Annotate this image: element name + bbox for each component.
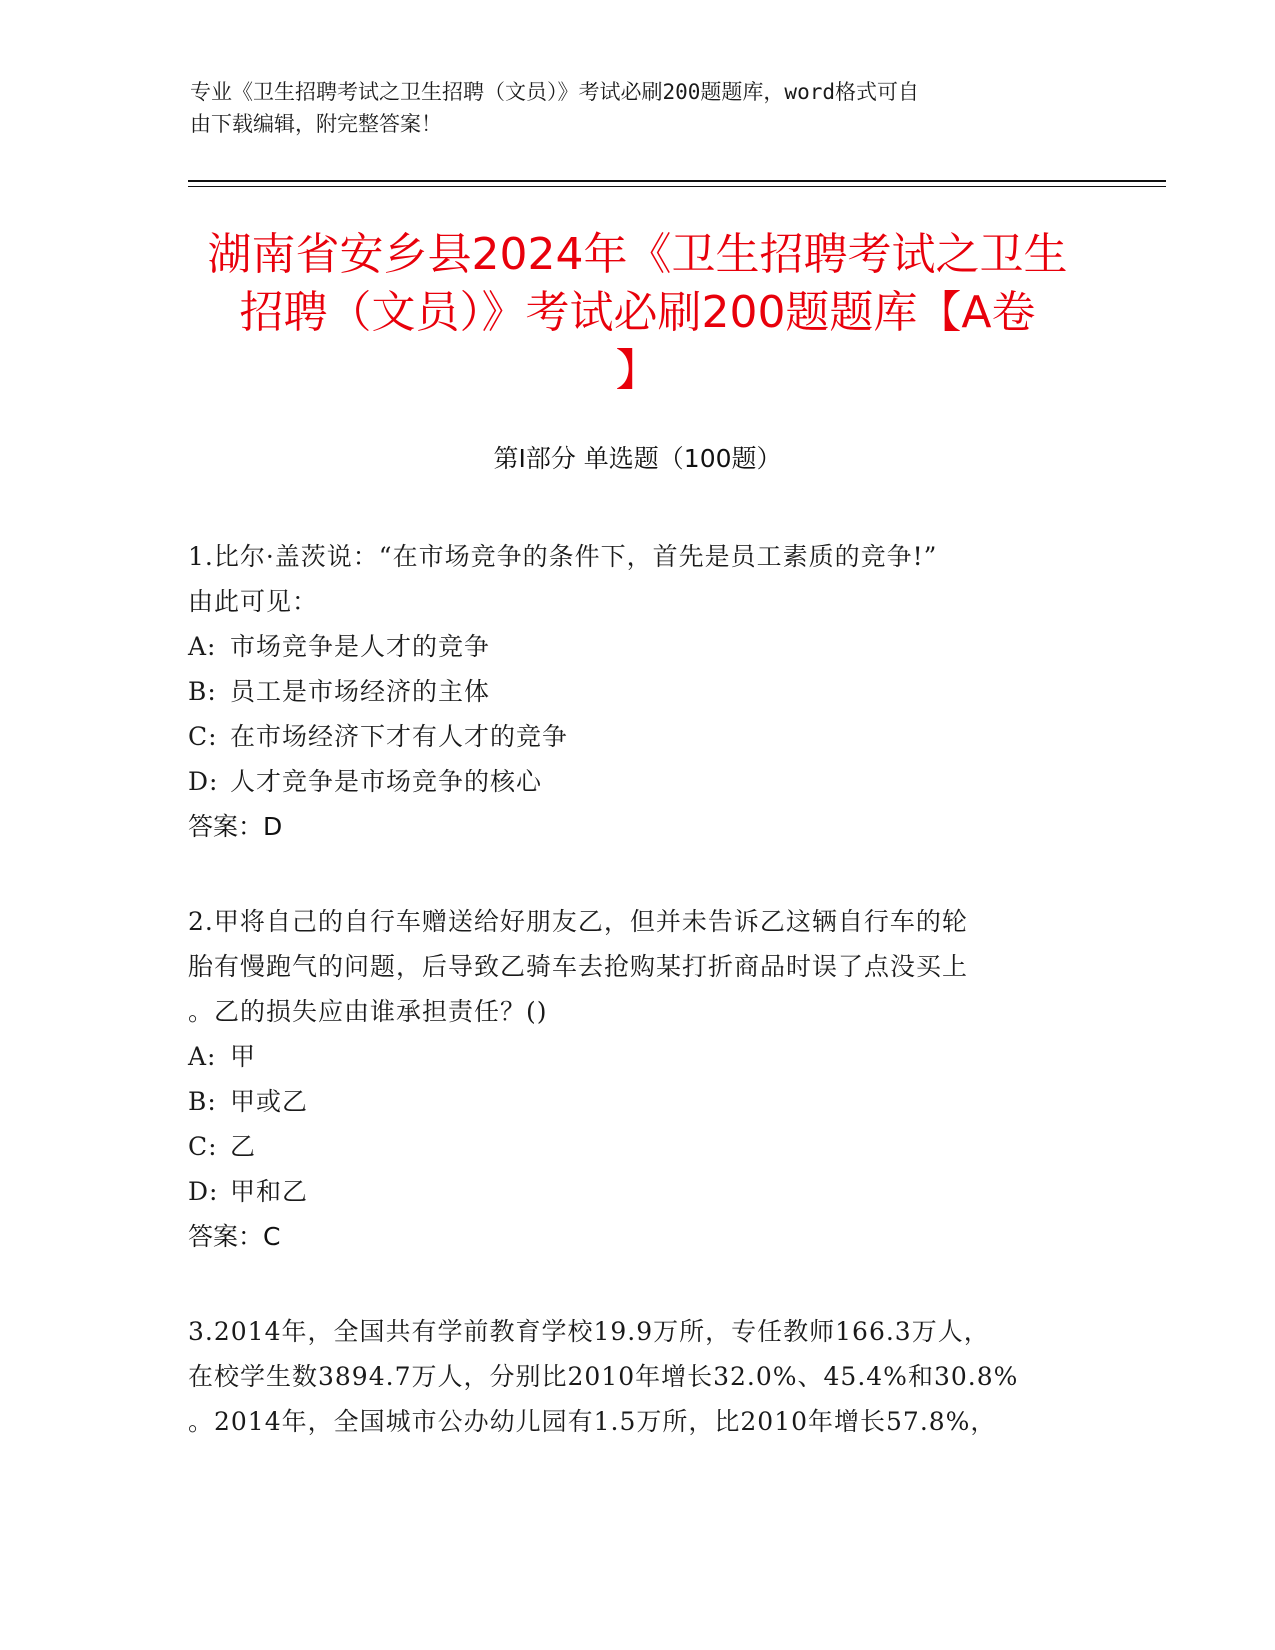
question-stem-line: 由此可见： <box>188 587 319 616</box>
question-stem-line: 。2014年，全国城市公办幼儿园有1.5万所，比2010年增长57.8%， <box>188 1407 997 1436</box>
header-note-line: 由下载编辑，附完整答案！ <box>190 112 442 136</box>
question-stem-line: 1.比尔·盖茨说：“在市场竞争的条件下，首先是员工素质的竞争!” <box>188 542 938 571</box>
header-divider-thin <box>188 186 1166 187</box>
option-c <box>188 1124 1088 1169</box>
question-list <box>188 534 1088 1494</box>
option-b <box>188 669 1088 714</box>
option-d <box>188 1169 1088 1214</box>
option-d <box>188 759 1088 804</box>
option-letter: C: <box>188 1132 218 1161</box>
option-letter: C: <box>188 722 218 751</box>
question-stem-line: 3.2014年，全国共有学前教育学校19.9万所，专任教师166.3万人， <box>188 1317 990 1346</box>
option-letter: A: <box>188 1042 217 1071</box>
option-letter: B: <box>188 1087 217 1116</box>
answer-line: 答案：C <box>188 1222 281 1251</box>
question-stem-line: 2.甲将自己的自行车赠送给好朋友乙，但并未告诉乙这辆自行车的轮 <box>188 907 968 936</box>
option-c <box>188 714 1088 759</box>
title-line: 】 <box>615 345 660 396</box>
header-note-line: 专业《卫生招聘考试之卫生招聘（文员）》考试必刷200题题库，word格式可自 <box>190 80 919 104</box>
option-text: 乙 <box>230 1132 257 1161</box>
option-letter: A: <box>188 632 217 661</box>
title-line: 湖南省安乡县2024年《卫生招聘考试之卫生 <box>207 229 1068 280</box>
option-text: 甲和乙 <box>230 1177 309 1206</box>
question-stem-line: 在校学生数3894.7万人，分别比2010年增长32.0%、45.4%和30.8% <box>188 1362 1019 1391</box>
option-text: 甲或乙 <box>230 1087 309 1116</box>
section-title: 第Ⅰ部分 单选题（100题） <box>493 444 782 473</box>
answer-line: 答案：D <box>188 812 283 841</box>
option-text: 在市场经济下才有人才的竞争 <box>230 722 569 751</box>
option-text: 员工是市场经济的主体 <box>230 677 491 706</box>
question-2 <box>188 899 1088 1259</box>
option-text: 甲 <box>230 1042 257 1071</box>
question-stem-line: 胎有慢跑气的问题，后导致乙骑车去抢购某打折商品时误了点没买上 <box>188 952 969 981</box>
question-stem-line: 。乙的损失应由谁承担责任？() <box>188 997 548 1026</box>
question-1 <box>188 534 1088 849</box>
title-line: 招聘（文员）》考试必刷200题题库【A卷 <box>239 287 1036 338</box>
option-text: 市场竞争是人才的竞争 <box>230 632 491 661</box>
document-title <box>180 226 1095 400</box>
option-a <box>188 1034 1088 1079</box>
option-letter: D: <box>188 1177 219 1206</box>
option-b <box>188 1079 1088 1124</box>
question-3 <box>188 1309 1088 1444</box>
option-letter: B: <box>188 677 217 706</box>
header-divider <box>188 180 1166 182</box>
header-note <box>190 76 1090 140</box>
option-text: 人才竞争是市场竞争的核心 <box>230 767 543 796</box>
option-letter: D: <box>188 767 219 796</box>
option-a <box>188 624 1088 669</box>
